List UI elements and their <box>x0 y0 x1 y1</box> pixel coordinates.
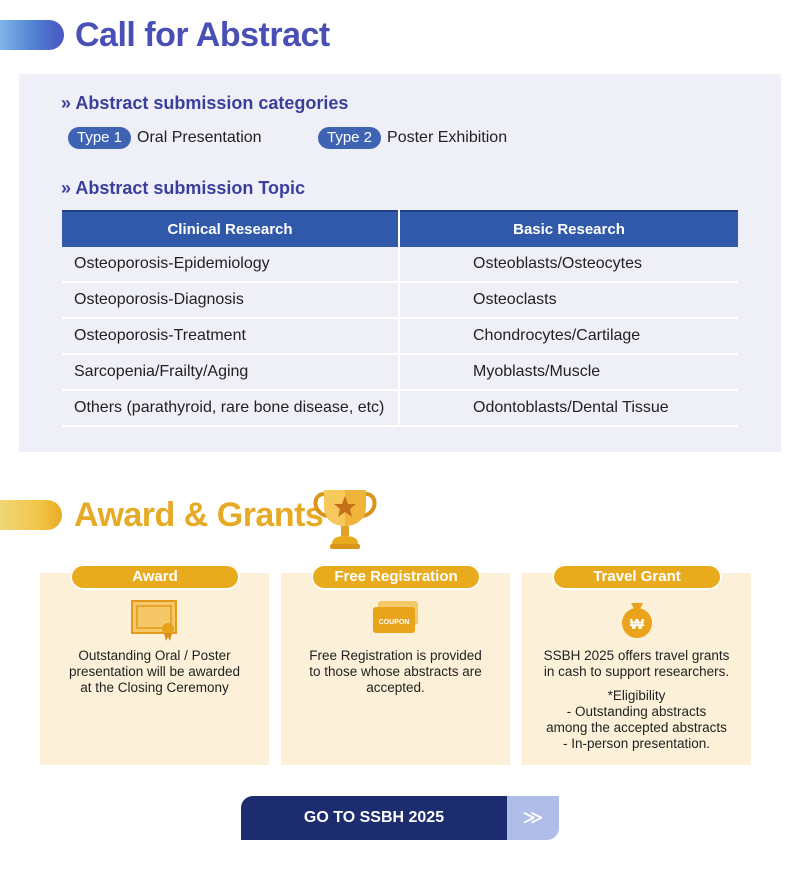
card-text-line: - In-person presentation. <box>562 736 711 751</box>
call-for-abstract-header <box>0 14 600 56</box>
award-grants-header <box>0 484 600 554</box>
type-badge: Type 1 <box>68 127 131 149</box>
card-description <box>528 648 745 752</box>
card-text-line: SSBH 2025 offers travel grants <box>543 648 730 663</box>
section-title: Award & Grants <box>74 496 324 534</box>
travel-grant-card <box>522 568 751 765</box>
coupon-icon-text: COUPON <box>378 619 409 626</box>
table-cell: Chondrocytes/Cartilage <box>399 318 738 354</box>
table-row <box>62 282 738 318</box>
type-badge: Type 2 <box>318 127 381 149</box>
card-text-line: - Outstanding abstracts <box>566 704 707 719</box>
card-text-line: accepted. <box>366 680 425 695</box>
card-text-line: *Eligibility <box>607 688 666 703</box>
table-cell: Odontoblasts/Dental Tissue <box>399 390 738 426</box>
table-row <box>62 318 738 354</box>
table-header-row <box>62 211 738 247</box>
card-text-line: at the Closing Ceremony <box>80 680 229 695</box>
certificate-icon <box>130 599 180 641</box>
double-chevron-right-icon[interactable]: ≫ <box>507 796 559 840</box>
card-description <box>46 648 263 696</box>
table-row <box>62 354 738 390</box>
card-text-line: Outstanding Oral / Poster <box>78 648 231 663</box>
money-bag-icon <box>617 599 657 639</box>
topic-table <box>62 210 738 427</box>
table-row <box>62 247 738 282</box>
card-tag: Free Registration <box>311 564 481 590</box>
topic-heading: » Abstract submission Topic <box>61 178 306 198</box>
free-registration-card <box>281 568 510 765</box>
table-cell: Myoblasts/Muscle <box>399 354 738 390</box>
header-accent-pill <box>0 20 64 50</box>
column-header: Clinical Research <box>62 211 399 247</box>
table-cell: Osteoporosis-Diagnosis <box>62 282 399 318</box>
table-cell: Osteoporosis-Treatment <box>62 318 399 354</box>
type-2-row <box>318 127 507 149</box>
trophy-icon <box>310 484 380 552</box>
card-tag: Award <box>70 564 240 590</box>
table-row <box>62 390 738 426</box>
card-text-line: among the accepted abstracts <box>546 720 727 735</box>
card-description <box>287 648 504 696</box>
table-cell: Osteoporosis-Epidemiology <box>62 247 399 282</box>
column-header: Basic Research <box>399 211 738 247</box>
table-cell: Osteoblasts/Osteocytes <box>399 247 738 282</box>
section-title: Call for Abstract <box>75 16 330 54</box>
table-cell: Others (parathyroid, rare bone disease, etc) <box>62 390 399 426</box>
card-text-line: in cash to support researchers. <box>543 664 730 679</box>
table-cell: Sarcopenia/Frailty/Aging <box>62 354 399 390</box>
card-text-line: presentation will be awarded <box>68 664 241 679</box>
go-to-ssbh-button[interactable] <box>241 796 559 840</box>
award-card <box>40 568 269 765</box>
type-label: Poster Exhibition <box>387 129 508 146</box>
table-cell: Osteoclasts <box>399 282 738 318</box>
card-text-line: to those whose abstracts are <box>309 664 482 679</box>
categories-heading: » Abstract submission categories <box>61 93 349 113</box>
card-text-line: Free Registration is provided <box>309 648 482 663</box>
coupon-icon <box>370 599 422 637</box>
type-1-row <box>68 127 262 149</box>
type-label: Oral Presentation <box>137 129 262 146</box>
won-symbol: ₩ <box>629 616 644 633</box>
cta-label[interactable]: GO TO SSBH 2025 <box>241 796 507 840</box>
header-accent-pill <box>0 500 62 530</box>
card-tag: Travel Grant <box>552 564 722 590</box>
